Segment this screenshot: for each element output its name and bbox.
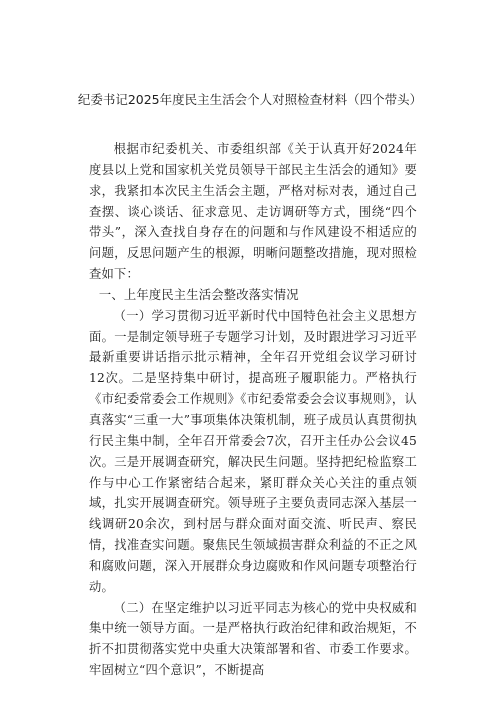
section-heading: 一、上年度民主生活会整改落实情况	[98, 287, 299, 302]
document-body	[89, 139, 417, 681]
intro-paragraph: 根据市纪委机关、市委组织部《关于认真开好2024年度县以上党和国家机关党员领导干部民主生活会的通知》要求，我紧扣本次民主生活会主题，严格对标对表，通过自己查摆、谈心谈话、征求意见、走访调研等方式，围绕“四个带头”，深入查找自身存在的问题和与作风建设不相适应的问题，反思问题产生的根源，明晰问题整改措施，现对照检查如下：	[89, 142, 417, 282]
paragraph-authority: （二）在坚定维护以习近平同志为核心的党中央权威和集中统一领导方面。一是严格执行政治纪律和政治规矩，不折不扣贯彻落实党中央重大决策部署和省、市委工作要求。牢固树立“四个意识”，不断提高	[89, 600, 417, 678]
paragraph-study: （一）学习贯彻习近平新时代中国特色社会主义思想方面。一是制定领导班子专题学习计划，及时跟进学习习近平最新重要讲话指示批示精神，全年召开党组会议学习研讨12次。二是坚持集中研讨，提高班子履职能力。严格执行《市纪委常委会工作规则》《市纪委常委会会议事规则》，认真落实“三重一大”事项集体决策机制，班子成员认真贯彻执行民主集中制，全年召开常委会7次，召开主任办公会议45次。三是开展调查研究，解决民生问题。坚持把纪检监察工作与中心工作紧密结合起来，紧盯群众关心关注的重点领域，扎实开展调查研究。领导班子主要负责同志深入基层一线调研20余次，到村居与群众面对面交流、听民声、察民情，找准查实问题。聚焦民生领域损害群众利益的不正之风和腐败问题，深入开展群众身边腐败和作风问题专项整治行动。	[89, 308, 417, 594]
document-title: 纪委书记2025年度民主生活会个人对照检查材料（四个带头）	[77, 92, 423, 107]
